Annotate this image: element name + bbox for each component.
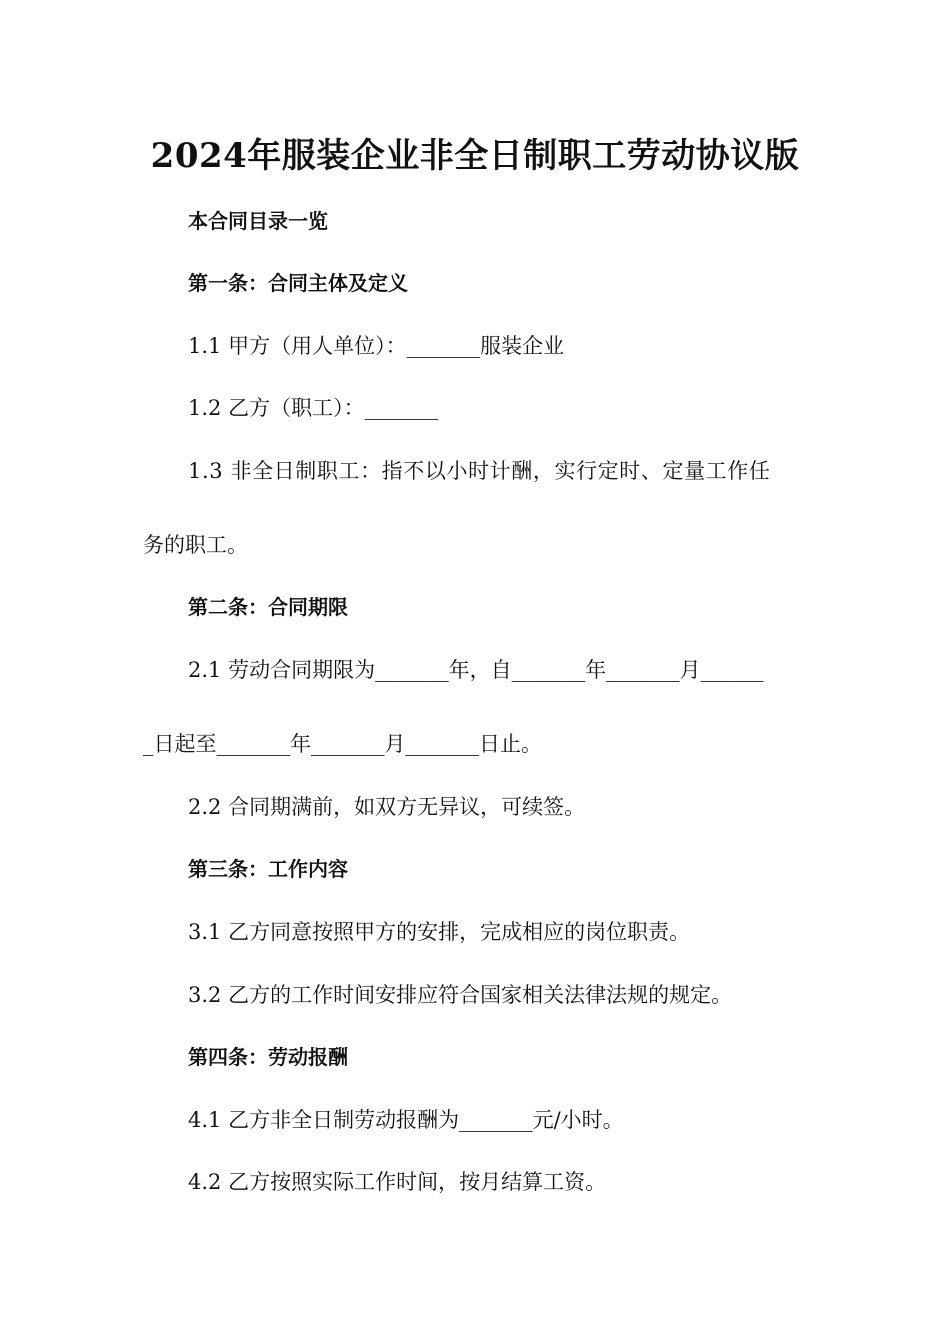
article-4-heading: 第四条：劳动报酬 (188, 1045, 348, 1069)
clause-1-3-line-1: 1.3 非全日制职工：指不以小时计酬，实行定时、定量工作任 (188, 459, 771, 483)
article-2-heading: 第二条：合同期限 (188, 595, 348, 619)
article-3-heading: 第三条：工作内容 (188, 857, 348, 881)
article-1-heading: 第一条：合同主体及定义 (188, 271, 408, 295)
clause-1-3-line-2: 务的职工。 (143, 533, 248, 557)
document-title: 2024年服装企业非全日制职工劳动协议版 (150, 136, 800, 176)
clause-2-2: 2.2 合同期满前，如双方无异议，可续签。 (188, 795, 586, 819)
clause-4-1: 4.1 乙方非全日制劳动报酬为_______元/小时。 (188, 1108, 624, 1132)
clause-1-2: 1.2 乙方（职工）：_______ (188, 396, 439, 420)
clause-4-2: 4.2 乙方按照实际工作时间，按月结算工资。 (188, 1170, 607, 1194)
clause-3-1: 3.1 乙方同意按照甲方的安排，完成相应的岗位职责。 (188, 920, 691, 944)
clause-1-1: 1.1 甲方（用人单位）：_______服装企业 (188, 334, 565, 358)
toc-heading: 本合同目录一览 (188, 209, 328, 233)
clause-2-1-line-1: 2.1 劳动合同期限为_______年，自_______年_______月______ (188, 658, 764, 682)
clause-2-1-line-2: _日起至_______年_______月_______日止。 (143, 732, 542, 756)
clause-3-2: 3.2 乙方的工作时间安排应符合国家相关法律法规的规定。 (188, 983, 733, 1007)
